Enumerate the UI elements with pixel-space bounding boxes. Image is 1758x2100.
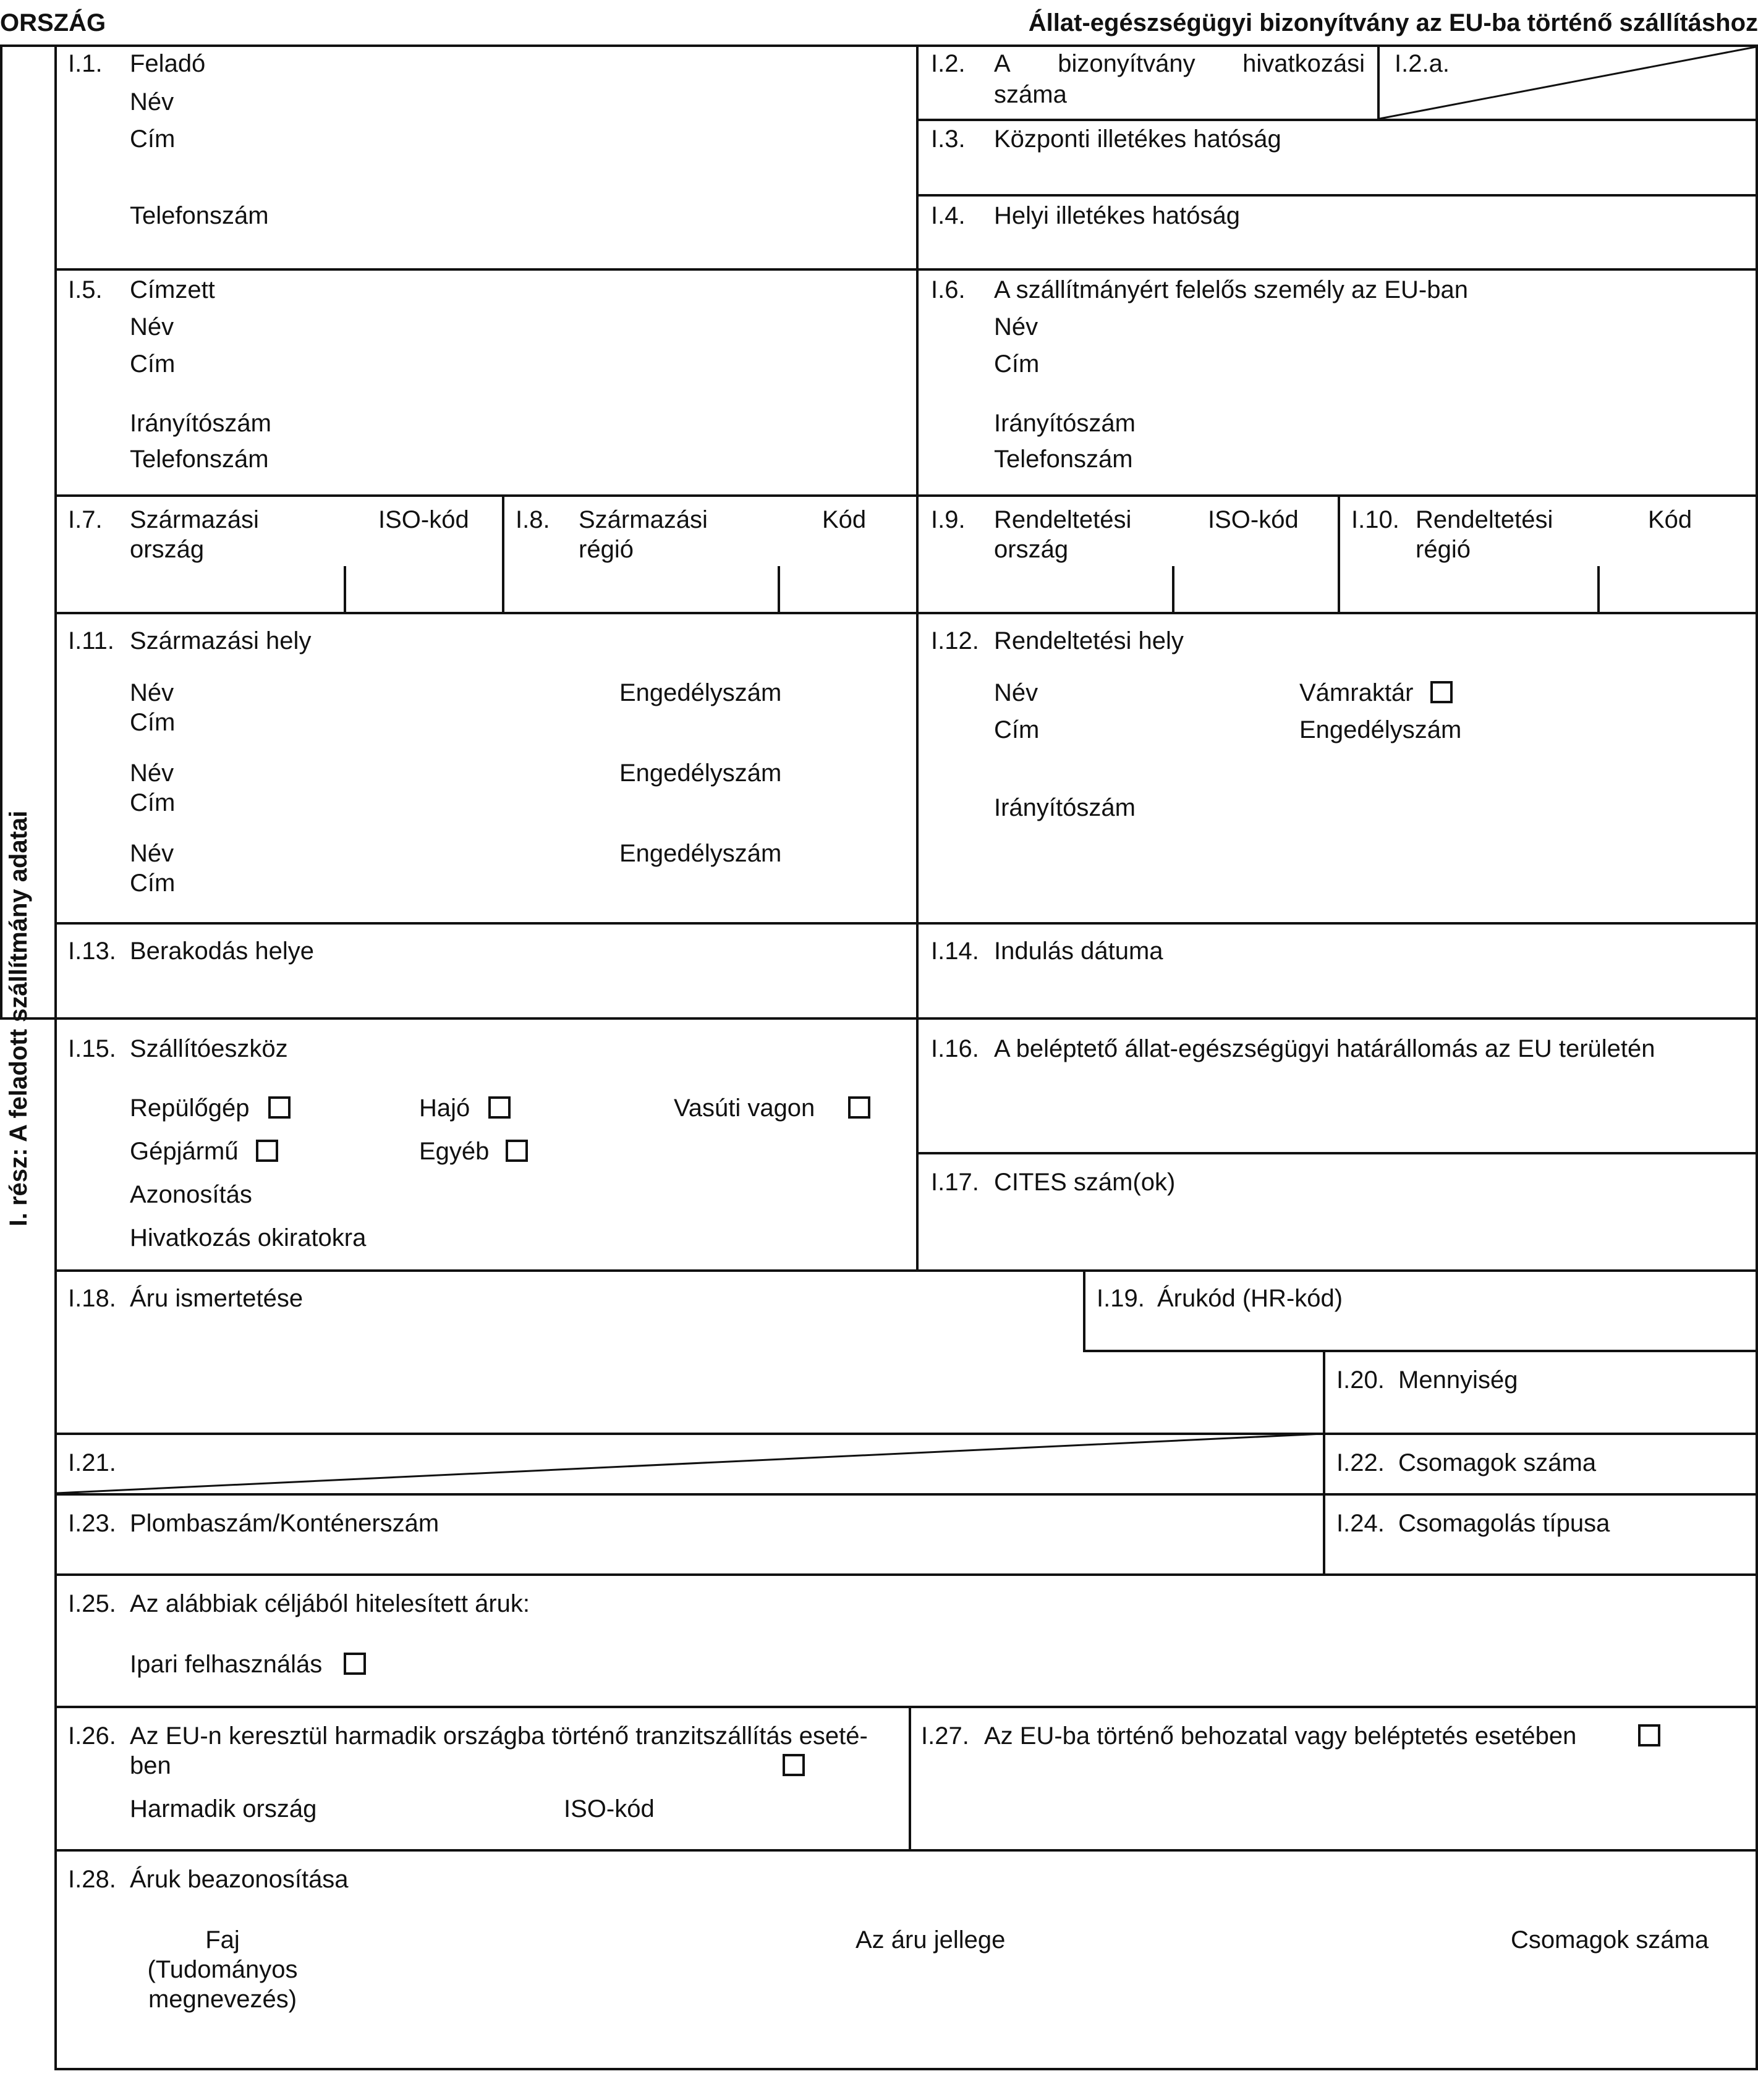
i26-title-line1: Az EU-n keresztül harmadik országba történő tranzitszállítás eseté- [130,1722,868,1750]
i20-title: Mennyiség [1398,1366,1518,1394]
i15-plane-checkbox[interactable] [268,1096,291,1119]
i1-address-label: Cím [130,125,176,153]
i2-num: I.2. [931,50,966,77]
i15-ship-label: Hajó [419,1094,470,1122]
i27-num: I.27. [921,1722,969,1750]
i15-plane-label: Repülőgép [130,1094,250,1122]
i26-code-label: ISO-kód [564,1795,655,1823]
i12-bonded-label: Vámraktár [1299,679,1414,706]
i12-postcode-label: Irányítószám [994,794,1136,821]
i23-title: Plombaszám/Konténerszám [130,1510,440,1537]
i6-postcode-label: Irányítószám [994,410,1136,437]
i10-code-label: Kód [1648,506,1692,533]
i12-num: I.12. [931,627,979,654]
i10-title-a: Rendeltetési [1416,506,1553,533]
i17-num: I.17. [931,1169,979,1196]
i10-title-b: régió [1416,536,1471,563]
i11-approval-label: Engedélyszám [619,840,782,867]
i7-title-a: Származási [130,506,259,533]
i28-species-line3: megnevezés) [148,1986,297,2013]
i11-approval-label: Engedélyszám [619,760,782,787]
i5-address-label: Cím [130,350,176,378]
i26-title-line2: ben [130,1752,171,1779]
i12-bonded-checkbox[interactable] [1430,681,1453,703]
side-section-label: I. rész: A feladott szállítmány adatai [5,810,32,1227]
i5-num: I.5. [68,276,103,303]
i8-title-a: Származási [579,506,708,533]
i22-num: I.22. [1336,1449,1385,1476]
i18-title: Áru ismertetése [130,1285,304,1312]
i13-num: I.13. [68,938,116,965]
i11-name-label: Név [130,679,174,706]
i7-code-label: ISO-kód [378,506,469,533]
i17-title: CITES szám(ok) [994,1169,1176,1196]
i26-third-country-label: Harmadik ország [130,1795,317,1823]
i1-title: Feladó [130,50,206,77]
i22-title: Csomagok száma [1398,1449,1597,1476]
i14-num: I.14. [931,938,979,965]
i19-num: I.19. [1097,1285,1145,1312]
i16-title: A beléptető állat-egészségügyi határállomás az EU területén [994,1035,1655,1062]
i4-title: Helyi illetékes hatóság [994,202,1240,229]
i25-num: I.25. [68,1590,116,1617]
i2-title-line1 [994,49,1365,78]
i5-phone-label: Telefonszám [130,446,269,473]
i28-num: I.28. [68,1866,116,1893]
i12-name-label: Név [994,679,1038,706]
i28-packages-label: Csomagok száma [1511,1926,1709,1954]
i6-title: A szállítmányért felelős személy az EU-ban [994,276,1468,303]
i27-import-checkbox[interactable] [1638,1724,1660,1746]
i6-phone-label: Telefonszám [994,446,1133,473]
i5-title: Címzett [130,276,215,303]
i6-name-label: Név [994,313,1038,341]
i28-title: Áruk beazonosítása [130,1866,349,1893]
i2-word: hivatkozási [1242,50,1365,77]
i1-name-label: Név [130,88,174,116]
i24-title: Csomagolás típusa [1398,1510,1610,1537]
i3-title: Központi illetékes hatóság [994,125,1281,153]
i20-num: I.20. [1336,1366,1385,1394]
i11-address-label: Cím [130,870,176,897]
i28-species-line1: Faj [205,1926,240,1954]
i11-address-label: Cím [130,709,176,736]
i15-docs-label: Hivatkozás okiratokra [130,1224,367,1251]
i1-phone-label: Telefonszám [130,202,269,229]
i25-title: Az alábbiak céljából hitelesített áruk: [130,1590,530,1617]
i2-title-line2: száma [994,81,1067,108]
i9-title-b: ország [994,536,1069,563]
i11-approval-label: Engedélyszám [619,679,782,706]
i8-code-label: Kód [822,506,867,533]
i15-vehicle-label: Gépjármű [130,1138,239,1165]
i7-num: I.7. [68,506,103,533]
i11-name-label: Név [130,760,174,787]
i5-postcode-label: Irányítószám [130,410,271,437]
i25-industrial-checkbox[interactable] [344,1653,366,1675]
i11-title: Származási hely [130,627,312,654]
form-title: Állat-egészségügyi bizonyítvány az EU-ba történő szállításhoz [1028,9,1758,36]
i15-rail-checkbox[interactable] [848,1096,870,1119]
i15-rail-label: Vasúti vagon [674,1094,815,1122]
i9-code-label: ISO-kód [1208,506,1299,533]
i11-name-label: Név [130,840,174,867]
i12-address-label: Cím [994,716,1040,743]
diagonal-i21 [57,1434,1323,1493]
i28-nature-label: Az áru jellege [856,1926,1006,1954]
i8-title-b: régió [579,536,634,563]
i2a-num: I.2.a. [1395,50,1450,77]
i16-num: I.16. [931,1035,979,1062]
i26-num: I.26. [68,1722,116,1750]
i27-title: Az EU-ba történő behozatal vagy beléptetés esetében [984,1722,1577,1750]
i21-num: I.21. [68,1449,116,1476]
i6-num: I.6. [931,276,966,303]
i6-address-label: Cím [994,350,1040,378]
i18-num: I.18. [68,1285,116,1312]
i8-num: I.8. [516,506,550,533]
i11-address-label: Cím [130,789,176,816]
i7-title-b: ország [130,536,205,563]
i24-num: I.24. [1336,1510,1385,1537]
i19-title: Árukód (HR-kód) [1157,1285,1343,1312]
i2-word: A [994,50,1011,77]
i10-num: I.10. [1351,506,1399,533]
i15-ident-label: Azonosítás [130,1181,252,1208]
i14-title: Indulás dátuma [994,938,1163,965]
country-heading: ORSZÁG [0,9,106,36]
i26-transit-checkbox[interactable] [783,1754,805,1776]
i15-ship-checkbox[interactable] [488,1096,511,1119]
i9-title-a: Rendeltetési [994,506,1132,533]
i11-num: I.11. [68,627,114,654]
i15-vehicle-checkbox[interactable] [256,1140,278,1162]
i28-species-line2: (Tudományos [147,1956,298,1983]
i1-num: I.1. [68,50,103,77]
i15-num: I.15. [68,1035,116,1062]
i15-other-label: Egyéb [419,1138,490,1165]
i12-approval-label: Engedélyszám [1299,716,1462,743]
i9-num: I.9. [931,506,966,533]
i4-num: I.4. [931,202,966,229]
i5-name-label: Név [130,313,174,341]
i13-title: Berakodás helye [130,938,314,965]
i25-industrial-label: Ipari felhasználás [130,1651,323,1678]
i3-num: I.3. [931,125,966,153]
i23-num: I.23. [68,1510,116,1537]
i2-word: bizonyítvány [1058,50,1195,77]
i15-title: Szállítóeszköz [130,1035,288,1062]
i15-other-checkbox[interactable] [506,1140,528,1162]
i12-title: Rendeltetési hely [994,627,1184,654]
